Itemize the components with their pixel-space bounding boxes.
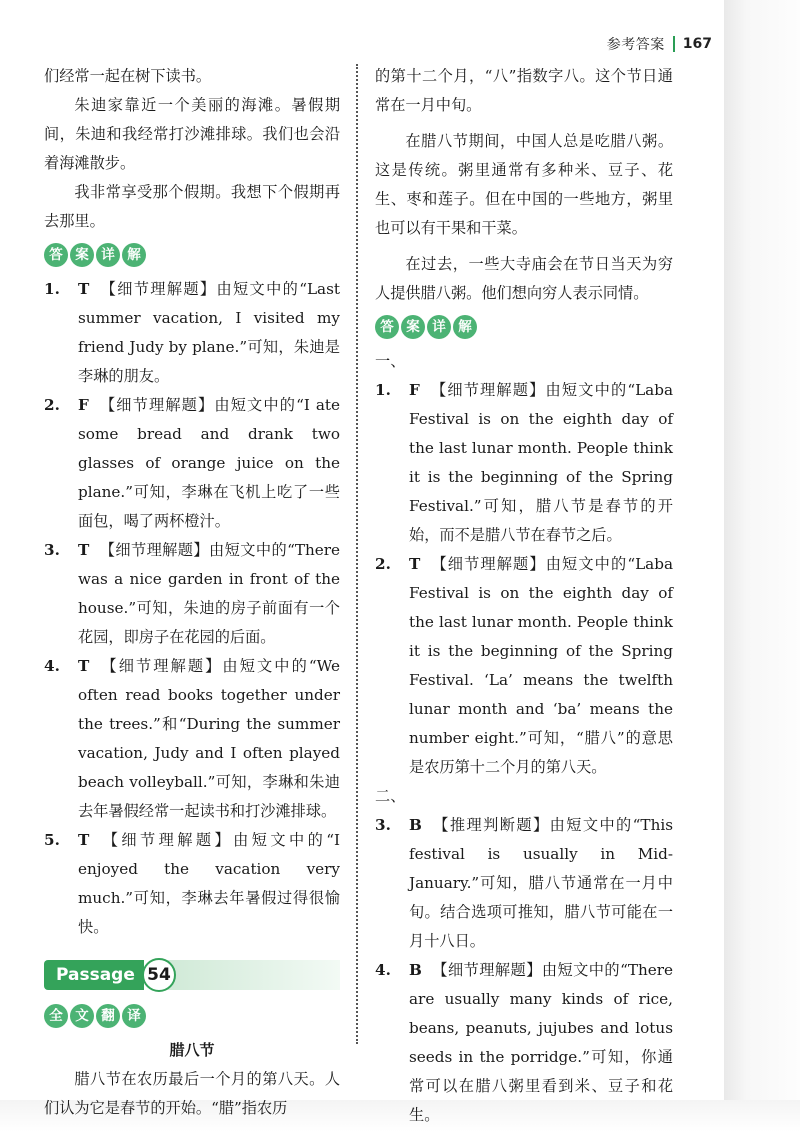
section-marker: 一、 [375,352,406,370]
item-number: 1. [44,280,60,298]
answer-item [375,376,673,550]
item-number: 2. [375,555,391,573]
answer-explanation: 【细节理解题】由短文中的“There was a nice garden in front of the house.”可知，朱迪的房子前面有一个花园，即房子在花园的后面。 [78,541,340,646]
answer-explanation: 【细节理解题】由短文中的“Laba Festival is on the eighth day of the last lunar month. People think it is the beginning of the Spring Festival. ‘La’ means the twelfth lunar month and ‘ba’ means the number eight.”可知，“腊八”的意思是农历第十二个月的第八天。 [409,555,673,776]
page-header [607,34,712,54]
answer-explanation: 【推理判断题】由短文中的“This festival is usually in Mid-January.”可知，腊八节通常在一月中旬。结合选项可推知，腊八节可能在一月十八日。 [409,816,673,950]
answer-key: F [78,396,89,414]
passage-number: 54 [142,958,176,992]
answer-explanation: 【细节理解题】由短文中的“Last summer vacation, I visited my friend Judy by plane.”可知，朱迪是李琳的朋友。 [78,280,340,385]
answer-item [44,652,340,826]
answer-key: T [78,831,90,849]
item-number: 4. [375,961,391,979]
answer-explanation: 【细节理解题】由短文中的“There are usually many kinds of rice, beans, peanuts, jujubes and lotus seeds in the porridge.”可知，你通常可以在腊八粥里看到米、豆子和花生。 [409,961,673,1124]
paragraph: 腊八节在农历最后一个月的第八天。人们认为它是春节的开始。“腊”指农历 [44,1070,340,1117]
answer-key: F [409,381,420,399]
answer-item [44,275,340,391]
badge-char: 翻 [96,1004,120,1028]
badge-char: 案 [401,315,425,339]
answer-key: T [409,555,421,573]
item-number: 1. [375,381,391,399]
translation-badge [44,1004,340,1028]
badge-char: 译 [122,1004,146,1028]
passage-banner-strip [162,960,340,990]
item-number: 5. [44,831,60,849]
answer-item [375,550,673,782]
answer-explanation: 【细节理解题】由短文中的“We often read books together under the trees.”和“During the summer vacation, Judy and I often played beach volleyball.”可知，李琳和朱迪去年暑假经常一起读书和打沙滩排球。 [78,657,340,820]
answer-item [44,536,340,652]
badge-char: 案 [70,243,94,267]
section-title: 参考答案 [606,37,665,53]
answer-explanation: 【细节理解题】由短文中的“I ate some bread and drank two glasses of orange juice on the plane.”可知，李琳在飞机上吃了一些面包，喝了两杯橙汁。 [78,396,340,530]
answer-detail-badge [375,315,673,339]
answer-key: T [78,280,90,298]
page-edge-shadow [724,0,800,1132]
item-number: 2. [44,396,60,414]
badge-char: 解 [122,243,146,267]
answer-explanation: 【细节理解题】由短文中的“I enjoyed the vacation very much.”可知，李琳去年暑假过得很愉快。 [78,831,340,936]
answer-item [375,956,673,1130]
answer-item [44,826,340,942]
column-divider [356,64,358,1044]
item-number: 3. [375,816,391,834]
right-column [375,62,673,1130]
answer-explanation: 【细节理解题】由短文中的“Laba Festival is on the eighth day of the last lunar month. People think it is the beginning of the Spring Festival.”可知，腊八节是春节的开始，而不是腊八节在春节之后。 [409,381,673,544]
badge-char: 答 [375,315,399,339]
answer-detail-badge [44,243,340,267]
badge-char: 答 [44,243,68,267]
paragraph: 在腊八节期间，中国人总是吃腊八粥。这是传统。粥里通常有多种米、豆子、花生、枣和莲子。但在中国的一些地方，粥里也可以有干果和干菜。 [375,132,673,237]
passage-banner [44,958,340,994]
left-column [44,62,340,1123]
badge-char: 文 [70,1004,94,1028]
badge-char: 详 [96,243,120,267]
passage-label: Passage [44,960,144,990]
item-number: 3. [44,541,60,559]
header-divider [673,36,675,52]
paragraph: 我非常享受那个假期。我想下个假期再去那里。 [44,183,340,230]
badge-char: 解 [453,315,477,339]
page-number: 167 [682,36,712,52]
answer-key: B [409,816,422,834]
answer-key: B [409,961,422,979]
answer-item [44,391,340,536]
paragraph: 在过去，一些大寺庙会在节日当天为穷人提供腊八粥。他们想向穷人表示同情。 [375,255,673,302]
answer-key: T [78,541,90,559]
answer-item [375,811,673,956]
paragraph: 朱迪家靠近一个美丽的海滩。暑假期间，朱迪和我经常打沙滩排球。我们也会沿着海滩散步。 [44,96,340,172]
badge-char: 全 [44,1004,68,1028]
item-number: 4. [44,657,60,675]
section-marker: 二、 [375,787,406,805]
badge-char: 详 [427,315,451,339]
passage-title: 腊八节 [169,1041,215,1059]
answer-key: T [78,657,90,675]
paragraph-continued: 们经常一起在树下读书。 [44,67,212,85]
paragraph-continued: 的第十二个月，“八”指数字八。这个节日通常在一月中旬。 [375,67,673,114]
